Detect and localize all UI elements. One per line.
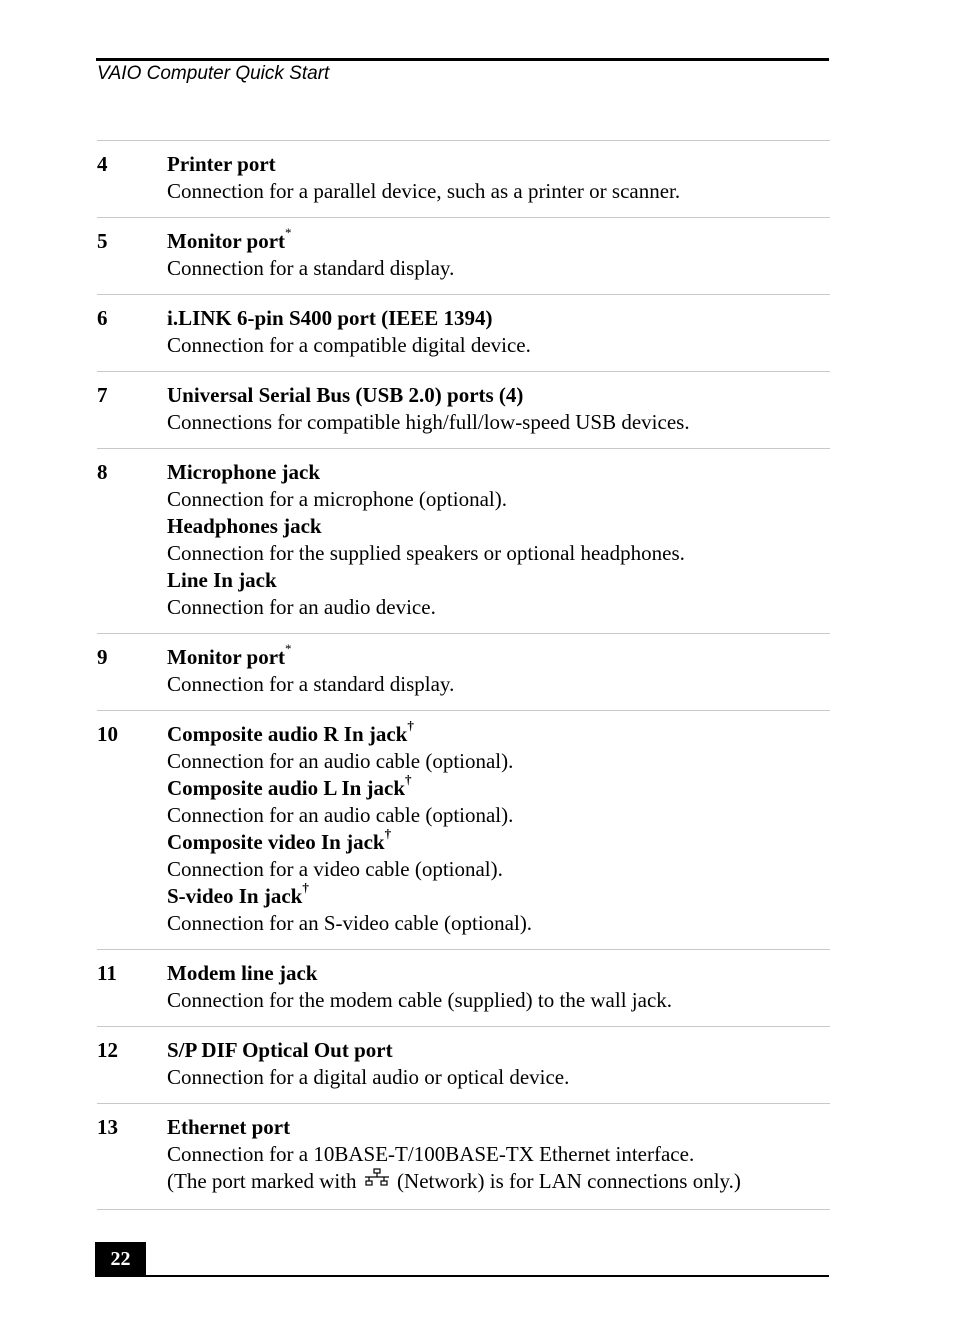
item-number: 12 (97, 1038, 118, 1062)
running-header: VAIO Computer Quick Start (97, 63, 330, 84)
item-number: 10 (97, 722, 118, 746)
port-name-text: Headphones jack (167, 514, 322, 538)
table-row (97, 372, 830, 449)
table-row (97, 449, 830, 634)
item-body (167, 459, 830, 621)
port-name-text: Composite video In jack (167, 830, 385, 854)
port-name-text: S/P DIF Optical Out port (167, 1038, 393, 1062)
port-description: Connection for an audio cable (optional). (167, 749, 514, 773)
footnote-mark: † (302, 880, 309, 895)
item-number: 4 (97, 152, 108, 176)
port-name (167, 513, 830, 540)
port-description: Connection for the modem cable (supplied) to the wall jack. (167, 988, 673, 1012)
port-name (167, 880, 830, 910)
port-name (167, 151, 830, 178)
item-body (167, 1114, 830, 1197)
port-name (167, 826, 830, 856)
table-row (97, 950, 830, 1027)
lan-note-before: (The port marked with (167, 1169, 357, 1193)
port-name-text: Monitor port (167, 645, 286, 669)
footnote-mark: † (384, 826, 392, 841)
item-body (167, 382, 830, 436)
port-description: Connection for a 10BASE-T/100BASE-TX Ethernet interface. (167, 1142, 695, 1166)
port-name-text: Composite audio R In jack (167, 722, 408, 746)
port-description: Connection for the supplied speakers or optional headphones. (167, 541, 685, 565)
item-number: 7 (97, 383, 108, 407)
port-name-text: S-video In jack (167, 884, 303, 908)
port-name (167, 1037, 830, 1064)
port-name-text: Ethernet port (167, 1115, 291, 1139)
port-name-text: Modem line jack (167, 961, 318, 985)
table-row (97, 1104, 830, 1210)
port-name-text: Printer port (167, 152, 276, 176)
footnote-mark: † (407, 718, 414, 733)
footer-rule (95, 1275, 829, 1277)
port-name (167, 567, 830, 594)
port-description: Connection for an audio device. (167, 595, 436, 619)
port-name-text: Universal Serial Bus (USB 2.0) ports (4) (167, 383, 524, 407)
item-number: 13 (97, 1115, 118, 1139)
port-name-text: Line In jack (167, 568, 277, 592)
port-name (167, 382, 830, 409)
port-name (167, 641, 830, 671)
item-number: 8 (97, 460, 108, 484)
port-name (167, 305, 830, 332)
item-body (167, 641, 830, 698)
item-number: 5 (97, 229, 108, 253)
table-row (97, 634, 830, 711)
port-description: Connection for an S-video cable (optional). (167, 911, 533, 935)
item-body (167, 305, 830, 359)
page-number: 22 (95, 1242, 146, 1276)
table-row (97, 711, 830, 950)
lan-note (167, 1168, 830, 1197)
port-description: Connection for a standard display. (167, 256, 455, 280)
header-rule (96, 58, 829, 61)
table-row (97, 218, 830, 295)
item-body (167, 151, 830, 205)
port-description: Connection for a digital audio or optical device. (167, 1065, 570, 1089)
port-description: Connection for a parallel device, such as a printer or scanner. (167, 179, 681, 203)
item-body (167, 718, 830, 937)
port-name (167, 772, 830, 802)
port-description: Connection for a video cable (optional). (167, 857, 503, 881)
port-name (167, 1114, 830, 1141)
port-description-table (97, 140, 830, 1210)
lan-note-after: (Network) is for LAN connections only.) (397, 1169, 741, 1193)
item-body (167, 960, 830, 1014)
table-row (97, 1027, 830, 1104)
port-description: Connections for compatible high/full/low-speed USB devices. (167, 410, 690, 434)
port-name-text: Composite audio L In jack (167, 776, 406, 800)
item-body (167, 225, 830, 282)
port-name-text: Microphone jack (167, 460, 321, 484)
port-description: Connection for a standard display. (167, 672, 455, 696)
port-name (167, 960, 830, 987)
item-number: 11 (97, 961, 117, 985)
port-name-text: i.LINK 6-pin S400 port (IEEE 1394) (167, 306, 493, 330)
footnote-mark: * (285, 641, 292, 656)
footnote-mark: * (285, 225, 292, 240)
port-name-text: Monitor port (167, 229, 286, 253)
item-number: 6 (97, 306, 108, 330)
port-description: Connection for a microphone (optional). (167, 487, 507, 511)
table-row (97, 141, 830, 218)
item-number: 9 (97, 645, 108, 669)
port-name (167, 459, 830, 486)
network-icon (364, 1168, 390, 1195)
item-body (167, 1037, 830, 1091)
port-name (167, 225, 830, 255)
table-row (97, 295, 830, 372)
port-description: Connection for a compatible digital device. (167, 333, 531, 357)
port-name (167, 718, 830, 748)
port-description: Connection for an audio cable (optional). (167, 803, 514, 827)
footnote-mark: † (405, 772, 412, 787)
